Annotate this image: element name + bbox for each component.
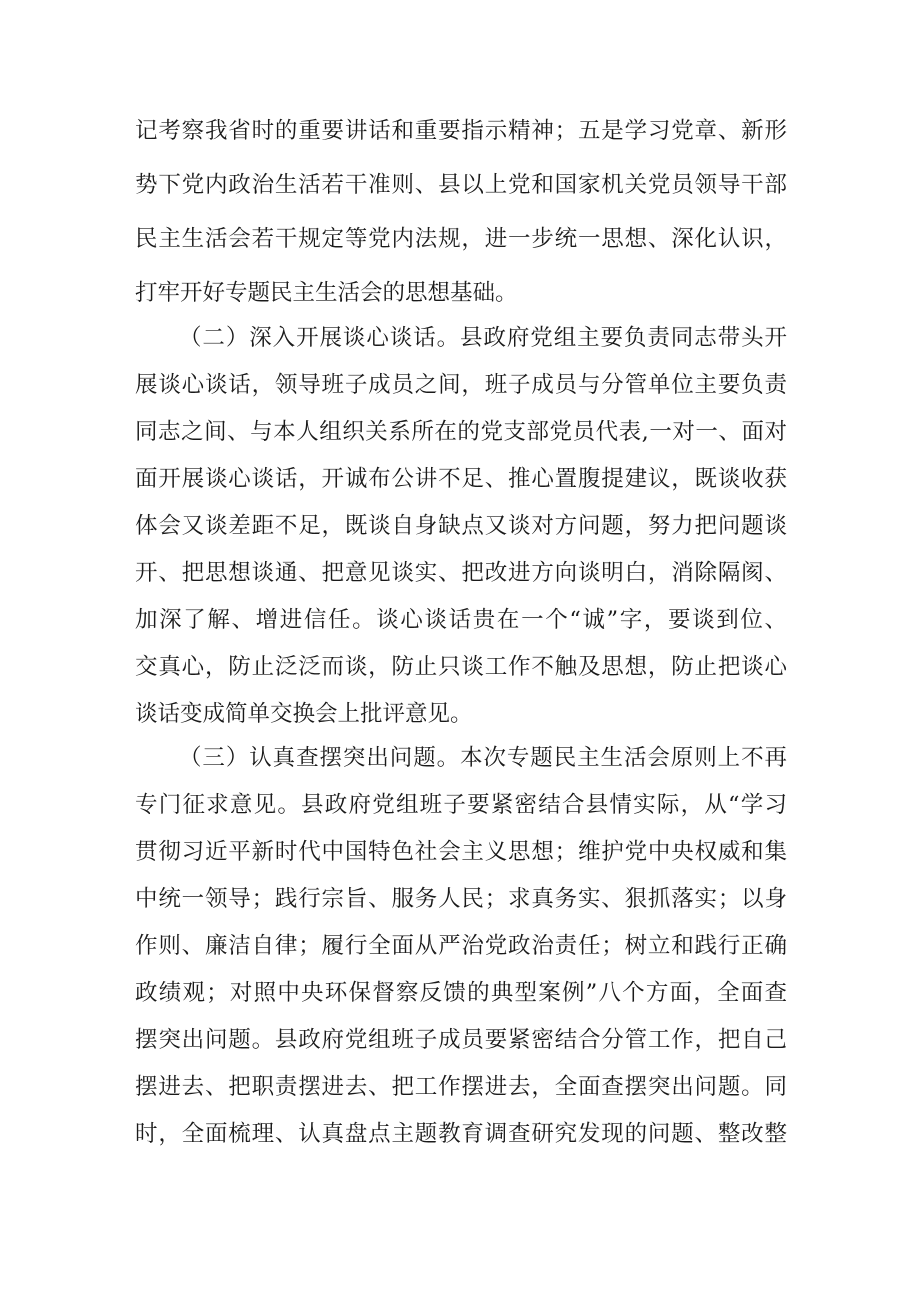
text-line: 记考察我省时的重要讲话和重要指示精神；五是学习党章、新形 [135,118,787,144]
text-line: （二）深入开展谈心谈话。县政府党组主要负责同志带头开 [179,325,787,351]
text-line: 作则、廉洁自律；履行全面从严治党政治责任；树立和践行正确 [135,933,787,959]
text-line: 展谈心谈话，领导班子成员之间，班子成员与分管单位主要负责 [135,372,787,398]
text-line: 同志之间、与本人组织关系所在的党支部党员代表,一对一、面对 [135,419,787,445]
text-line: 体会又谈差距不足，既谈自身缺点又谈对方问题，努力把问题谈 [135,513,787,539]
text-line: 政绩观；对照中央环保督察反馈的典型案例”八个方面，全面查 [135,980,787,1006]
text-line: 开、把思想谈通、把意见谈实、把改进方向谈明白，消除隔阂、 [135,560,787,586]
text-line: 加深了解、增进信任。谈心谈话贵在一个“诚”字，要谈到位、 [135,607,787,633]
text-line: 面开展谈心谈话，开诚布公讲不足、推心置腹提建议，既谈收获 [135,466,787,492]
paragraph-study-continuation [135,113,787,311]
text-line: 摆突出问题。县政府党组班子成员要紧密结合分管工作，把自己 [135,1027,787,1053]
paragraph-heart-to-heart-talks [135,320,787,732]
text-line: 专门征求意见。县政府党组班子要紧密结合县情实际，从“学习 [135,792,787,818]
text-line: 势下党内政治生活若干准则、县以上党和国家机关党员领导干部 [135,172,787,198]
text-line: 中统一领导；践行宗旨、服务人民；求真务实、狠抓落实；以身 [135,886,787,912]
text-line: 时，全面梳理、认真盘点主题教育调查研究发现的问题、整改整 [135,1121,787,1147]
paragraph-identify-problems [135,740,787,1152]
text-line: 交真心，防止泛泛而谈，防止只谈工作不触及思想，防止把谈心 [135,654,787,680]
text-line: 打牢开好专题民主生活会的思想基础。 [135,280,518,306]
text-line: 摆进去、把职责摆进去、把工作摆进去，全面查摆突出问题。同 [135,1074,787,1100]
text-line: 民主生活会若干规定等党内法规，进一步统一思想、深化认识， [135,226,787,252]
text-line: 谈话变成简单交换会上批评意见。 [135,701,473,727]
text-line: （三）认真查摆突出问题。本次专题民主生活会原则上不再 [179,745,787,771]
text-line: 贯彻习近平新时代中国特色社会主义思想；维护党中央权威和集 [135,839,787,865]
